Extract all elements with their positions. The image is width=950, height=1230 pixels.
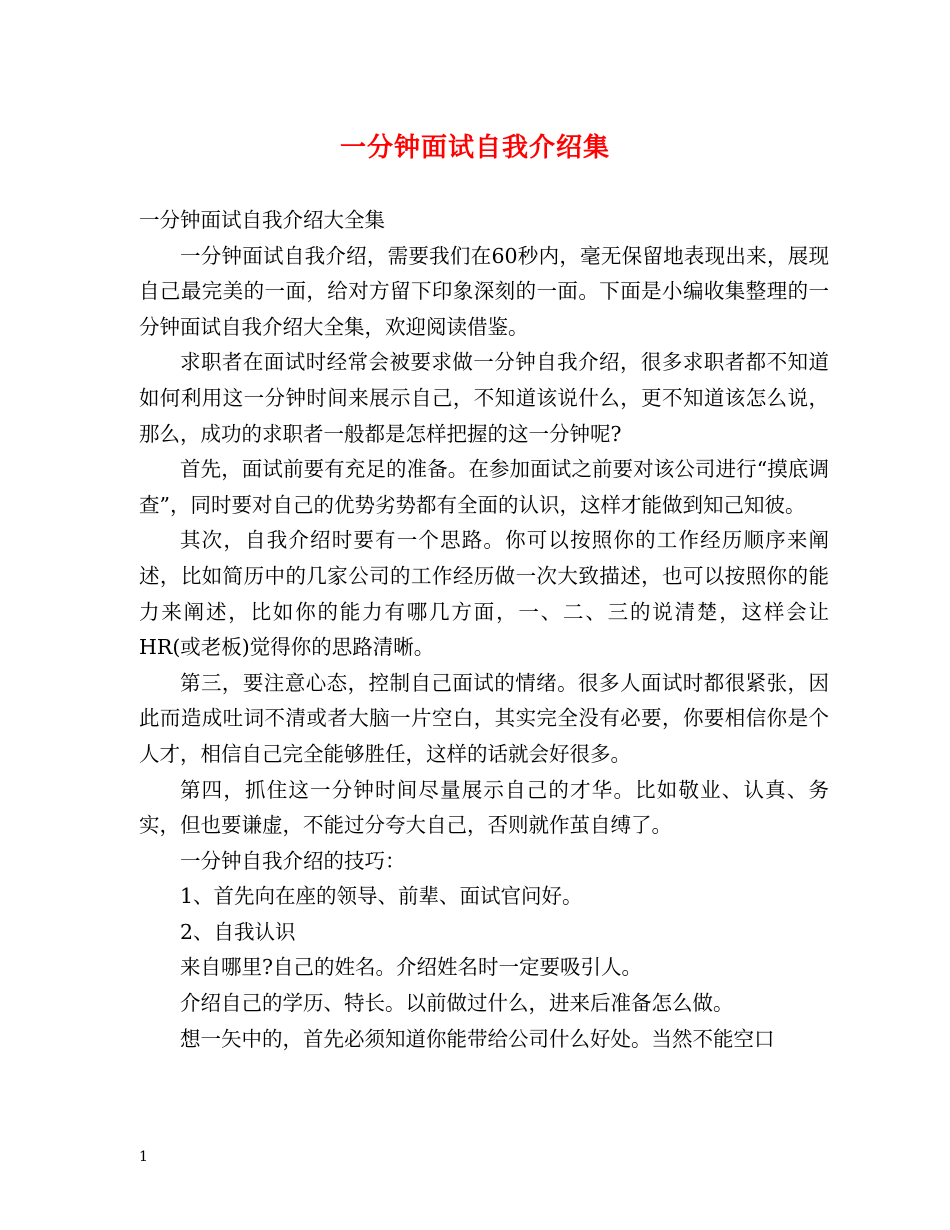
paragraph-second: 其次，自我介绍时要有一个思路。你可以按照你的工作经历顺序来阐述，比如简历中的几家公司的工作经历做一次大致描述，也可以按照你的能力来阐述，比如你的能力有哪几方面，一、二、三的说清楚，这样会让HR(或老板)觉得你的思路清晰。 [139, 528, 829, 660]
document-title: 一分钟面试自我介绍集 [339, 133, 610, 163]
tip-item-1: 1、首先向在座的领导、前辈、面试官问好。 [180, 884, 583, 909]
document-subtitle: 一分钟面试自我介绍大全集 [139, 208, 385, 232]
page-number: 1 [139, 1149, 148, 1165]
tip-item-2: 2、自我认识 [180, 919, 296, 944]
paragraph-fourth: 第四，抓住这一分钟时间尽量展示自己的才华。比如敬业、认真、务实，但也要谦虚，不能过分夸大自己，否则就作茧自缚了。 [139, 777, 829, 838]
paragraph-intro: 一分钟面试自我介绍，需要我们在60秒内，毫无保留地表现出来，展现自己最完美的一面，给对方留下印象深刻的一面。下面是小编收集整理的一分钟面试自我介绍大全集，欢迎阅读借鉴。 [139, 243, 829, 339]
tip-detail-origin: 来自哪里?自己的姓名。介绍姓名时一定要吸引人。 [180, 955, 642, 980]
paragraph-first: 首先，面试前要有充足的准备。在参加面试之前要对该公司进行“摸底调查”，同时要对自己的优势劣势都有全面的认识，这样才能做到知己知彼。 [139, 457, 829, 517]
paragraph-third: 第三，要注意心态，控制自己面试的情绪。很多人面试时都很紧张，因此而造成吐词不清或者大脑一片空白，其实完全没有必要，你要相信你是个人才，相信自己完全能够胜任，这样的话就会好很多。 [139, 670, 829, 766]
tip-detail-benefit: 想一矢中的，首先必须知道你能带给公司什么好处。当然不能空口 [180, 1026, 775, 1051]
paragraph-question: 求职者在面试时经常会被要求做一分钟自我介绍，很多求职者都不知道如何利用这一分钟时间来展示自己，不知道该说什么，更不知道该怎么说，那么，成功的求职者一般都是怎样把握的这一分钟呢? [139, 350, 829, 446]
document-body [139, 203, 829, 1057]
tip-detail-education: 介绍自己的学历、特长。以前做过什么，进来后准备怎么做。 [180, 991, 734, 1016]
tips-heading: 一分钟自我介绍的技巧： [180, 848, 406, 873]
